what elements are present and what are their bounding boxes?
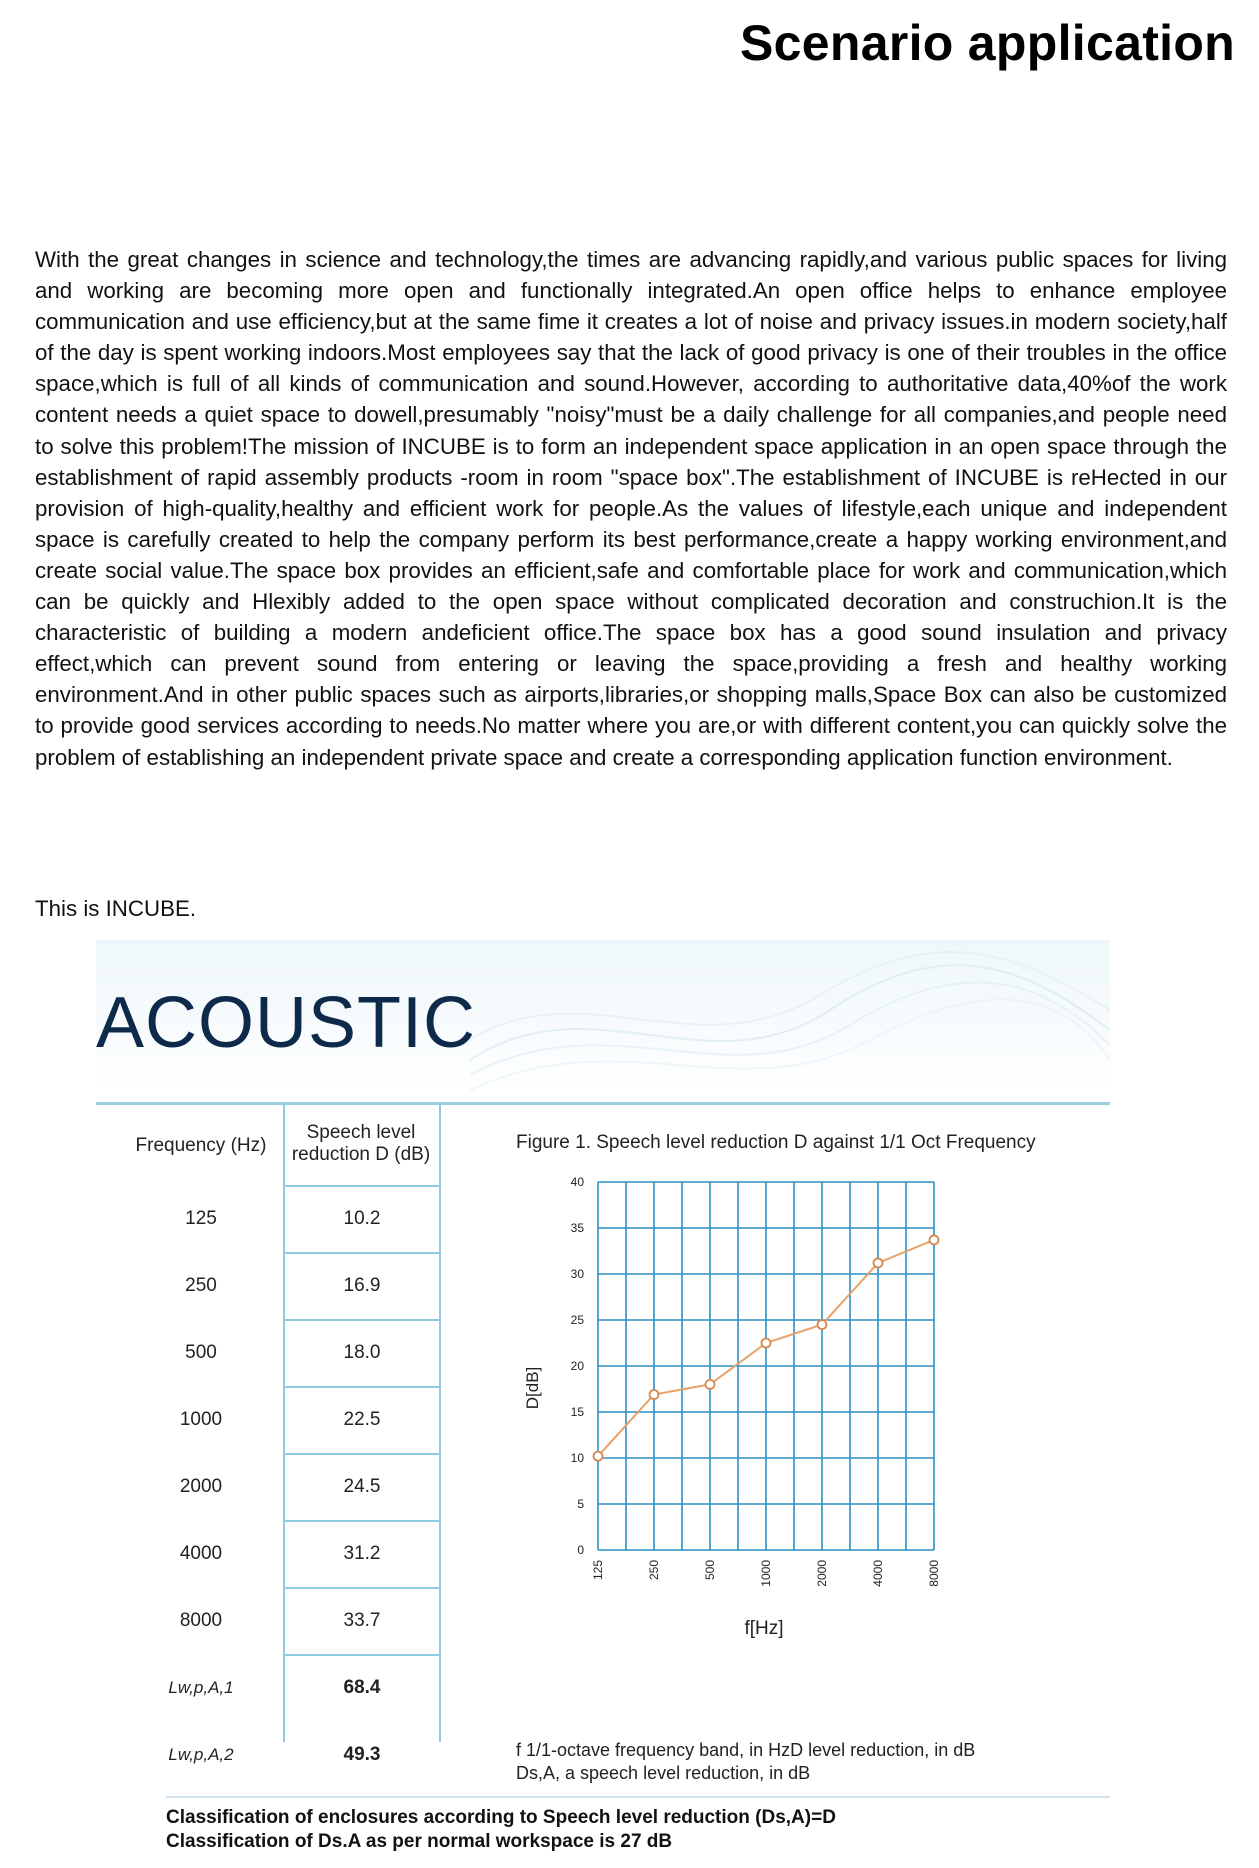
footer-classification-line-1: Classification of enclosures according to Speech level reduction (Ds,A)=D <box>166 1807 836 1828</box>
chart-x-tick-label: 8000 <box>927 1560 941 1587</box>
chart-x-tick-label: 2000 <box>815 1560 829 1587</box>
chart-y-tick-label: 20 <box>570 1359 584 1373</box>
chart-y-tick-label: 40 <box>570 1175 584 1189</box>
chart-y-tick-label: 30 <box>570 1267 584 1281</box>
footer-rule <box>166 1796 1110 1798</box>
page-title: Scenario application <box>740 15 1236 71</box>
wave-decoration-icon <box>470 940 1110 1100</box>
table-row-lw-value: 49.3 <box>343 1744 381 1765</box>
chart-y-tick-label: 0 <box>577 1543 584 1557</box>
chart-x-tick-label: 125 <box>591 1560 605 1581</box>
table-row-frequency: 2000 <box>179 1476 223 1497</box>
chart-ylabel: D[dB] <box>523 1366 542 1410</box>
chart-data-point <box>930 1235 939 1244</box>
speech-level-chart <box>516 1158 1076 1648</box>
table-row-frequency: 1000 <box>179 1409 223 1430</box>
chart-y-tick-label: 25 <box>570 1313 584 1327</box>
chart-data-point <box>874 1258 883 1267</box>
table-divider <box>439 1104 441 1742</box>
table-row-frequency: 500 <box>185 1342 217 1363</box>
chart-x-tick-label: 1000 <box>759 1560 773 1587</box>
chart-data-point <box>762 1339 771 1348</box>
table-row-lw-value: 68.4 <box>343 1677 381 1698</box>
table-row-value: 16.9 <box>343 1275 381 1296</box>
chart-x-tick-label: 4000 <box>871 1560 885 1587</box>
article-body: With the great changes in science and technology,the times are advancing rapidly,and various public spaces for living and working are becoming more open and functionally integrated.An open office helps to enhance employee communication and use efficiency,but at the same fime it creates a lot of noise and privacy issues.in modern society,half of the day is spent working indoors.Most employees say that the lack of good privacy is one of their troubles in the office space,which is full of all kinds of communication and sound.However, according to authoritative data,40%of the work content needs a quiet space to dowell,presumably "noisy"must be a daily challenge for all companies,and people need to solve this problem!The mission of INCUBE is to form an independent space application in an open space through the establishment of rapid assembly products -room in room "space box".The establishment of INCUBE is reHected in our provision of high-quality,healthy and efficient work for people.As the values of lifestyle,each unique and independent space is carefully created to help the company perform its best performance,create a happy working environment,and create social value.The space box provides an efficient,safe and comfortable place for work and communication,which can be quickly and Hlexibly added to the open space without complicated decoration and construchion.It is the characteristic of building a modern andeficient office.The space box has a good sound insulation and privacy effect,which can prevent sound from entering or leaving the space,providing a fresh and healthy working environment.And in other public spaces such as airports,libraries,or shopping malls,Space Box can also be customized to provide good services according to needs.No matter where you are,or with different content,you can quickly solve the problem of establishing an independent private space and create a corresponding application function environment. <box>35 247 1227 770</box>
table-row-value: 22.5 <box>343 1409 381 1430</box>
table-row-frequency: 250 <box>185 1275 217 1296</box>
table-row-value: 33.7 <box>343 1610 381 1631</box>
chart-y-tick-label: 5 <box>577 1497 584 1511</box>
chart-title: Figure 1. Speech level reduction D against 1/1 Oct Frequency <box>516 1132 1036 1153</box>
chart-y-tick-label: 10 <box>570 1451 584 1465</box>
chart-y-tick-label: 15 <box>570 1405 584 1419</box>
table-row-frequency: 125 <box>185 1208 217 1229</box>
chart-data-point <box>594 1452 603 1461</box>
chart-x-tick-label: 250 <box>647 1560 661 1581</box>
table-row-value: 18.0 <box>343 1342 381 1363</box>
table-row-lw-label: Lw,p,A,2 <box>168 1745 234 1764</box>
article-closing: This is INCUBE. <box>35 896 197 921</box>
acoustic-heading: ACOUSTIC <box>96 983 477 1063</box>
chart-data-point <box>818 1320 827 1329</box>
acoustic-panel <box>96 940 1110 1868</box>
chart-xlabel: f[Hz] <box>744 1618 784 1639</box>
table-row-frequency: 8000 <box>179 1610 223 1631</box>
chart-note-dsa: Ds,A, a speech level reduction, in dB <box>516 1763 811 1783</box>
chart-x-tick-label: 500 <box>703 1560 717 1581</box>
table-header-reduction: Speech level reduction D (dB) <box>291 1122 431 1165</box>
table-row-lw-label: Lw,p,A,1 <box>168 1678 234 1697</box>
table-row-value: 31.2 <box>343 1543 381 1564</box>
chart-data-point <box>650 1390 659 1399</box>
top-rule <box>96 1102 1110 1105</box>
table-row-value: 10.2 <box>343 1208 381 1229</box>
chart-note-frequency: f 1/1-octave frequency band, in HzD level reduction, in dB <box>516 1740 976 1760</box>
footer-classification-line-2: Classification of Ds.A as per normal workspace is 27 dB <box>166 1831 673 1852</box>
table-header-frequency: Frequency (Hz) <box>135 1135 267 1156</box>
table-row-value: 24.5 <box>343 1476 381 1497</box>
chart-data-point <box>706 1380 715 1389</box>
table-row-frequency: 4000 <box>179 1543 223 1564</box>
table-divider <box>283 1104 285 1742</box>
chart-y-tick-label: 35 <box>570 1221 584 1235</box>
